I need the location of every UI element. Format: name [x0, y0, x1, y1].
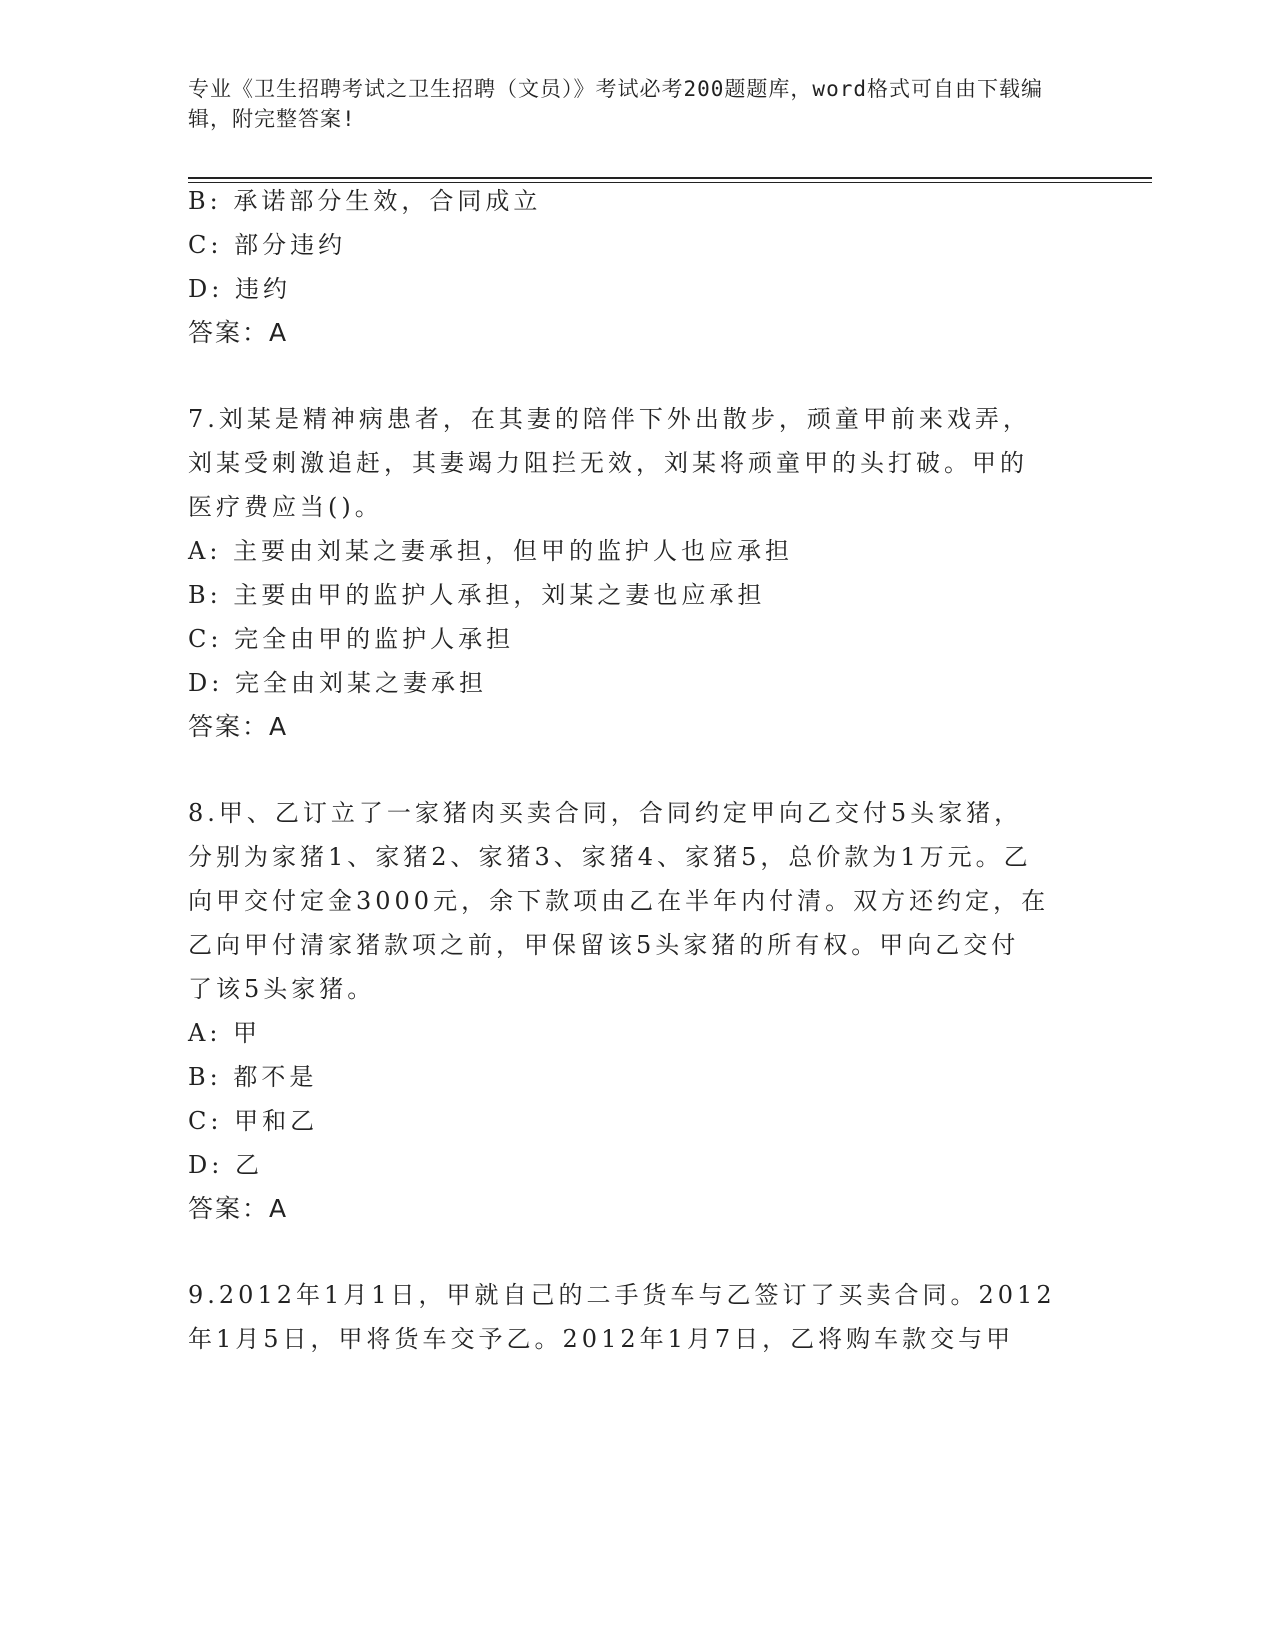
q7-option-c: C: 完全由甲的监护人承担	[188, 625, 515, 653]
q6-answer: 答案：A	[188, 318, 289, 347]
q7-option-d: D: 完全由刘某之妻承担	[188, 669, 487, 697]
q8-stem-line-2: 分别为家猪1、家猪2、家猪3、家猪4、家猪5，总价款为1万元。乙	[188, 843, 1032, 871]
header-rule-thin	[188, 182, 1152, 183]
q8-option-c: C: 甲和乙	[188, 1107, 319, 1135]
q8-answer: 答案：A	[188, 1194, 289, 1223]
header-rule-thick	[188, 177, 1152, 179]
document-header: 专业《卫生招聘考试之卫生招聘（文员）》考试必考200题题库，word格式可自由下载编辑，附完整答案!	[188, 77, 1043, 131]
q6-option-c: C: 部分违约	[188, 231, 347, 259]
q6-option-b: B: 承诺部分生效，合同成立	[188, 187, 542, 215]
q9-stem-line-2: 年1月5日，甲将货车交予乙。2012年1月7日，乙将购车款交与甲	[188, 1325, 1015, 1353]
q7-option-b: B: 主要由甲的监护人承担，刘某之妻也应承担	[188, 581, 766, 609]
q8-option-b: B: 都不是	[188, 1063, 318, 1091]
q7-stem-line-2: 刘某受刺激追赶，其妻竭力阻拦无效，刘某将顽童甲的头打破。甲的	[188, 449, 1028, 477]
q8-stem-line-1: 8.甲、乙订立了一家猪肉买卖合同，合同约定甲向乙交付5头家猪，	[188, 799, 1023, 827]
q8-option-d: D: 乙	[188, 1151, 263, 1179]
q6-option-d: D: 违约	[188, 275, 291, 303]
q7-option-a: A: 主要由刘某之妻承担，但甲的监护人也应承担	[188, 537, 794, 565]
q7-stem-line-3: 医疗费应当()。	[188, 493, 383, 521]
q8-stem-line-4: 乙向甲付清家猪款项之前，甲保留该5头家猪的所有权。甲向乙交付	[188, 931, 1020, 959]
q7-answer: 答案：A	[188, 712, 289, 741]
q7-stem-line-1: 7.刘某是精神病患者，在其妻的陪伴下外出散步，顽童甲前来戏弄，	[188, 405, 1031, 433]
q8-stem-line-5: 了该5头家猪。	[188, 975, 376, 1003]
q8-stem-line-3: 向甲交付定金3000元，余下款项由乙在半年内付清。双方还约定，在	[188, 887, 1050, 915]
q9-stem-line-1: 9.2012年1月1日，甲就自己的二手货车与乙签订了买卖合同。2012	[188, 1281, 1056, 1309]
q8-option-a: A: 甲	[188, 1019, 262, 1047]
